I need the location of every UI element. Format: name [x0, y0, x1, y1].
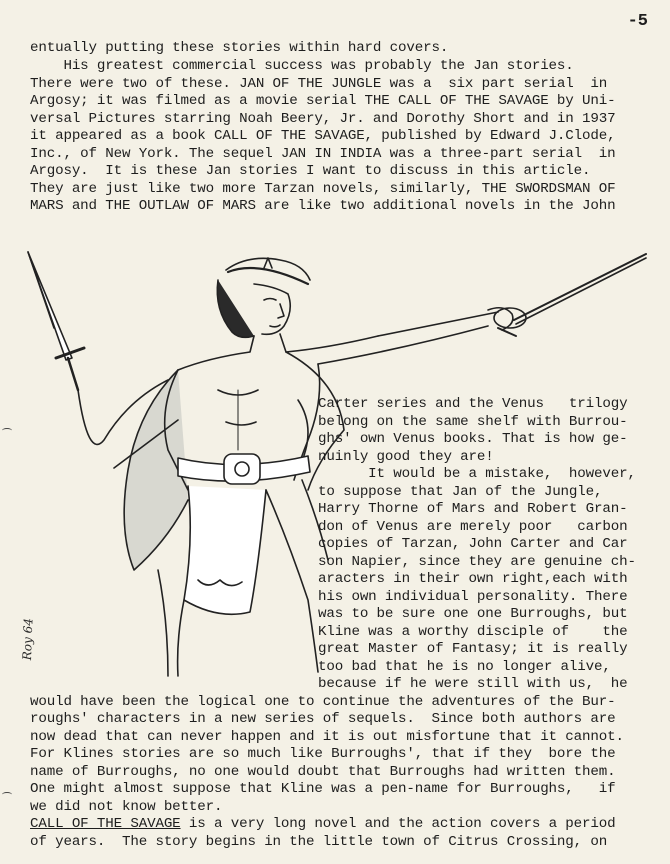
text-line: would have been the logical one to continue the adventures of the Bur-: [30, 694, 616, 710]
text-line: Inc., of New York. The sequel JAN IN INDIA was a three-part serial in: [30, 146, 616, 162]
text-line: to suppose that Jan of the Jungle,: [318, 484, 603, 500]
text-line: it appeared as a book CALL OF THE SAVAGE, published by Edward J.Clode,: [30, 128, 616, 144]
text-line: copies of Tarzan, John Carter and Car: [318, 536, 628, 552]
text-line: ghs' own Venus books. That is how ge-: [318, 431, 628, 447]
text-span: is a very long novel and the action covers a period: [180, 816, 616, 832]
hole-punch-mark: [2, 792, 12, 797]
text-line: we did not know better.: [30, 799, 223, 815]
text-line: There were two of these. JAN OF THE JUNGLE was a six part serial in: [30, 76, 608, 92]
text-line: versal Pictures starring Noah Beery, Jr. and Dorothy Short and in 1937: [30, 111, 616, 127]
page-number: -5: [627, 12, 648, 31]
text-line: son Napier, since they are genuine ch-: [318, 554, 636, 570]
text-line: Harry Thorne of Mars and Robert Gran-: [318, 501, 628, 517]
text-line: aracters in their own right,each with: [318, 571, 628, 587]
text-line: roughs' characters in a new series of sequels. Since both authors are: [30, 711, 616, 727]
text-line: [30, 816, 616, 833]
text-line: Kline was a worthy disciple of the: [318, 624, 628, 640]
text-line: because if he were still with us, he: [318, 676, 628, 692]
text-line: nuinly good they are!: [318, 449, 494, 465]
text-line: of years. The story begins in the little town of Citrus Crossing, on: [30, 834, 608, 850]
artist-signature: Roy 64: [20, 617, 36, 661]
text-line: name of Burroughs, no one would doubt that Burroughs had written them.: [30, 764, 616, 780]
text-line: MARS and THE OUTLAW OF MARS are like two additional novels in the John: [30, 198, 616, 214]
text-line: They are just like two more Tarzan novels, similarly, THE SWORDSMAN OF: [30, 181, 616, 197]
text-line: great Master of Fantasy; it is really: [318, 641, 628, 657]
text-line: Argosy; it was filmed as a movie serial THE CALL OF THE SAVAGE by Uni-: [30, 93, 616, 109]
text-line: don of Venus are merely poor carbon: [318, 519, 628, 535]
text-line: Argosy. It is these Jan stories I want to discuss in this article.: [30, 163, 591, 179]
text-line: belong on the same shelf with Burrou-: [318, 414, 628, 430]
text-line: now dead that can never happen and it is out misfortune that it cannot.: [30, 729, 624, 745]
book-title-underlined: CALL OF THE SAVAGE: [30, 816, 181, 832]
hole-punch-mark: [2, 428, 12, 433]
text-line: It would be a mistake, however,: [318, 466, 636, 482]
text-line: His greatest commercial success was probably the Jan stories.: [30, 58, 574, 74]
text-line: was to be sure one one Burroughs, but: [318, 606, 628, 622]
text-line: his own individual personality. There: [318, 589, 628, 605]
text-line: For Klines stories are so much like Burroughs', that if they bore the: [30, 746, 616, 762]
text-line: One might almost suppose that Kline was a pen-name for Burroughs, if: [30, 781, 616, 797]
text-line: too bad that he is no longer alive,: [318, 659, 611, 675]
text-line: entually putting these stories within hard covers.: [30, 40, 449, 56]
text-line: Carter series and the Venus trilogy: [318, 396, 628, 412]
